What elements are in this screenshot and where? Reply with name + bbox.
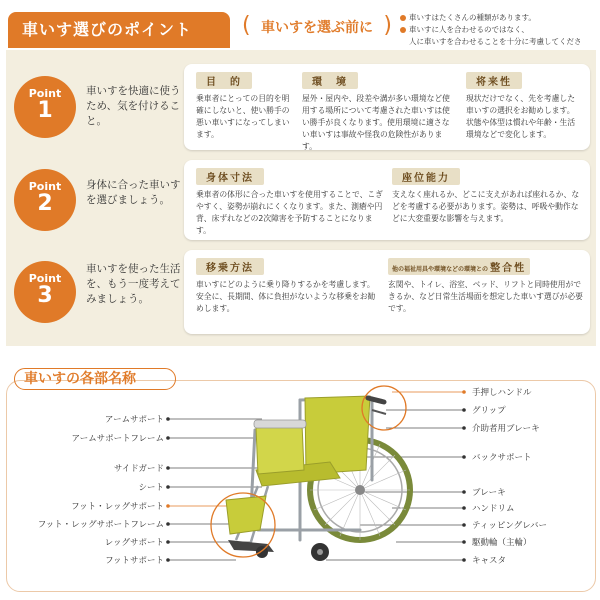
label-caster: キャスタ <box>472 556 507 566</box>
point-number: 3 <box>37 283 53 308</box>
label-grip: グリップ <box>472 406 506 416</box>
section-label: 将来性 <box>466 72 522 89</box>
section-subtitle: ( 車いすを選ぶ前に ) <box>242 14 392 42</box>
point-word: Point <box>28 272 62 285</box>
section-label: 身体寸法 <box>196 168 264 185</box>
point-number: 1 <box>37 98 53 123</box>
point-2-text: 身体に合った車いすを選びましょう。 <box>86 179 181 206</box>
label-foot-support: フットサポート <box>105 556 164 566</box>
point-word: Point <box>28 180 62 193</box>
note-3: 人に車いすを合わせることを十分に考慮してくださ <box>409 37 582 46</box>
point-3-text: 車いすを使った生活を、もう一度考えてみましょう。 <box>86 263 181 305</box>
section-body: 乗車者の体形に合った車いすを使用することで、こぎやすく、姿勢が崩れにくくなります。また、測瘡や円背、床ずれなどの2次障害を予防することになります。 <box>196 190 383 235</box>
point-number: 2 <box>37 191 53 216</box>
label-leg-support: レッグサポート <box>104 538 164 548</box>
section-body: 玄関や、トイレ、浴室、ベッド、リフトと同時使用ができるか、など日常生活場面を想定した車いす選びが必要です。 <box>388 280 583 313</box>
point-1-text: 車いすを快適に使うため、気を付けること。 <box>86 85 181 127</box>
label-foot-leg-support: フット・レッグサポート <box>71 502 164 512</box>
label-hand-rim: ハンドリム <box>472 504 515 514</box>
note-1: 車いすはたくさんの種類があります。 <box>409 13 536 22</box>
section-body: 支えなく座れるか、どこに支えがあれば座れるか、などを考慮する必要があります。姿勢は、呼吸や動作などに大変重要な影響を与えます。 <box>392 190 580 223</box>
label-side-guard: サイドガード <box>113 464 164 474</box>
section-body: 車いすにどのように乗り降りするかを考慮します。安全に、長期間、体に負担がないような移乗をお勧めします。 <box>196 280 376 313</box>
section-label: 環 境 <box>302 72 358 89</box>
label-foot-leg-support-frame: フット・レッグサポートフレーム <box>37 520 164 530</box>
label-arm-support: アームサポート <box>104 415 164 425</box>
label-seat: シート <box>138 483 164 493</box>
label-attendant-brake: 介助者用ブレーキ <box>472 424 540 434</box>
label-drive-wheel: 駆動輪（主輪） <box>472 538 532 548</box>
note-2: 車いすに人を合わせるのではなく、 <box>409 25 529 34</box>
point-word: Point <box>28 87 62 100</box>
page-title: 車いす選びのポイント <box>8 12 230 48</box>
section-body: 乗車者にとっての目的を明確にしないと、使い勝手の悪い車いすになってしまいます。 <box>196 94 290 139</box>
parts-title: 車いすの各部名称 <box>14 366 184 392</box>
section-label: 座位能力 <box>392 168 460 185</box>
label-back-support: バックサポート <box>472 453 532 463</box>
section-body: 現状だけでなく、先を考慮した車いすの選択をお勧めします。状態や体型は慣れや年齢・生活環境などで変化します。 <box>466 94 576 139</box>
section-label-main: 整合性 <box>490 263 527 274</box>
section-label: 目 的 <box>196 72 252 89</box>
section-label: 移乗方法 <box>196 258 264 275</box>
label-brake: ブレーキ <box>472 488 506 498</box>
label-push-handle: 手押しハンドル <box>472 388 532 398</box>
section-body: 屋外・屋内や、段差や溝が多い環境など使用する場所について考慮された車いすは使い勝手が良くなります。使用環境に適さない車いすは事故や怪我の危険性があります。 <box>302 94 450 151</box>
section-label-prefix: 他の福祉用具や環境などの環境との <box>392 266 489 273</box>
label-arm-support-frame: アームサポートフレーム <box>71 434 164 444</box>
label-tipping-lever: ティッピングレバー <box>472 521 548 531</box>
